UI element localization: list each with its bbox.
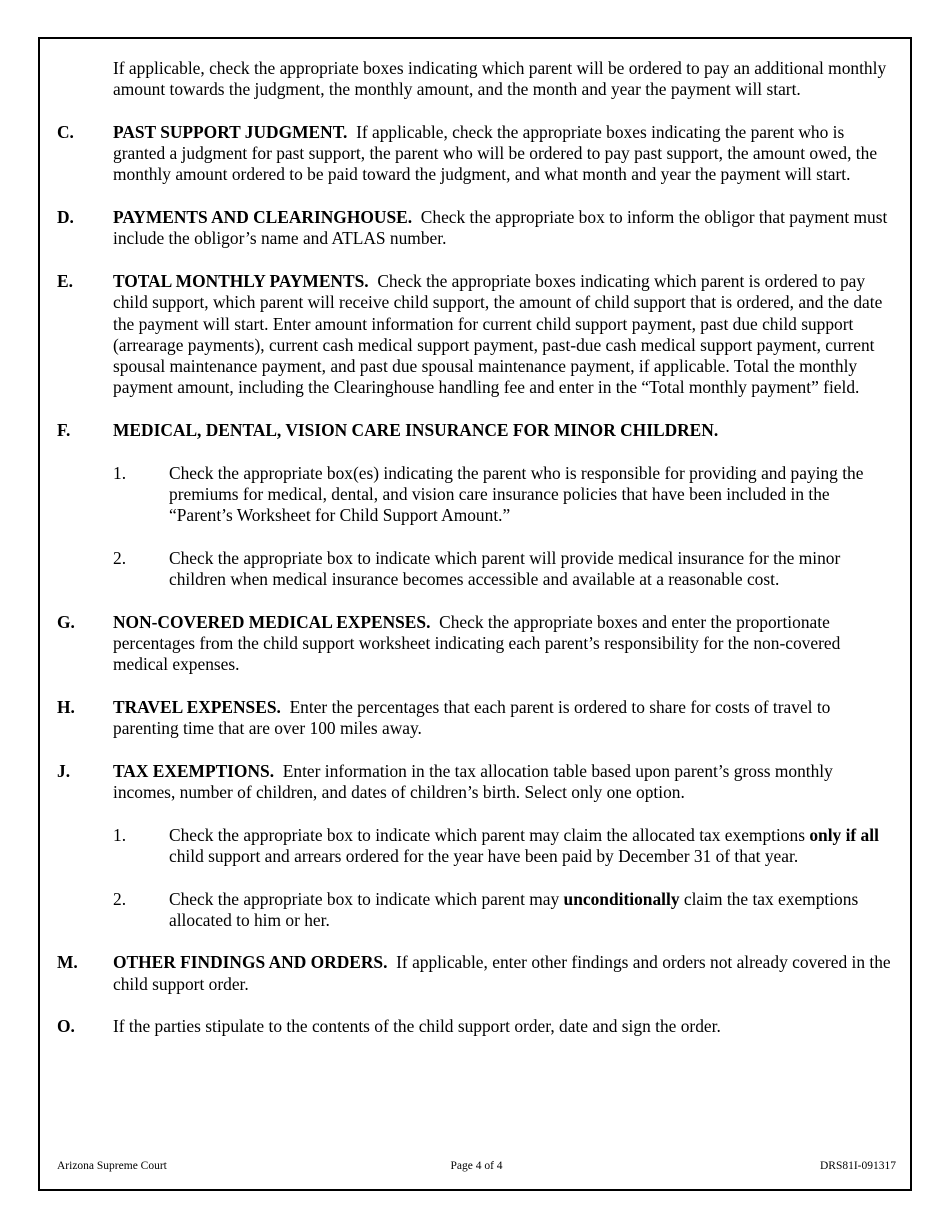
section-heading: NON-COVERED MEDICAL EXPENSES. <box>113 611 431 632</box>
section-o <box>57 1016 897 1037</box>
section-letter: E. <box>57 270 73 291</box>
page-footer <box>57 1159 896 1173</box>
item-text: Check the appropriate box to indicate which parent will provide medical insurance for the minor children when medical insurance becomes accessible and available at a reasonable cost. <box>169 547 841 590</box>
section-f-item-2 <box>57 548 897 591</box>
footer-page-number: Page 4 of 4 <box>450 1160 503 1172</box>
section-letter: G. <box>57 611 75 632</box>
section-heading: TOTAL MONTHLY PAYMENTS. <box>113 270 369 291</box>
item-text-emphasis: only if all <box>809 824 879 845</box>
section-heading: PAST SUPPORT JUDGMENT. <box>113 121 348 142</box>
section-heading: OTHER FINDINGS AND ORDERS. <box>113 952 388 973</box>
section-e <box>57 271 897 399</box>
section-m <box>57 952 897 995</box>
page-border <box>38 37 912 1191</box>
section-f <box>57 420 897 441</box>
section-letter: M. <box>57 952 78 973</box>
section-text: If the parties stipulate to the contents of the child support order, date and sign the order. <box>113 1016 721 1037</box>
item-text-pre: Check the appropriate box to indicate which parent may claim the allocated tax exemptions <box>169 824 810 845</box>
footer-form-id: DRS81I-091317 <box>819 1160 896 1172</box>
item-number: 1. <box>113 462 127 483</box>
section-text: Enter the percentages that each parent is ordered to share for costs of travel to parenting time that are over 100 miles away. <box>113 696 831 739</box>
section-heading: TAX EXEMPTIONS. <box>113 760 275 781</box>
section-heading: TRAVEL EXPENSES. <box>113 696 281 717</box>
section-letter: F. <box>57 420 71 441</box>
item-text-post: child support and arrears ordered for the year have been paid by December 31 of that year. <box>169 845 799 866</box>
section-c <box>57 122 897 186</box>
item-number: 2. <box>113 888 127 909</box>
section-j-item-2 <box>57 889 897 932</box>
section-f-item-1 <box>57 463 897 527</box>
section-j <box>57 761 897 804</box>
section-letter: J. <box>57 760 71 781</box>
item-text: Check the appropriate box(es) indicating the parent who is responsible for providing and paying the premiums for medical, dental, and vision care insurance policies that have been included in the “Parent’s Worksheet for Child Support Amount.” <box>169 462 864 526</box>
item-text-pre: Check the appropriate box to indicate which parent may <box>169 888 564 909</box>
section-letter: H. <box>57 696 75 717</box>
section-text: If applicable, enter other findings and orders not already covered in the child support order. <box>113 952 891 994</box>
section-text: Check the appropriate boxes and enter the proportionate percentages from the child support worksheet indicating each parent’s responsibility for the non-covered medical expenses. <box>113 611 841 675</box>
section-letter: C. <box>57 121 74 142</box>
document-body <box>57 58 897 1059</box>
section-j-item-1 <box>57 825 897 868</box>
section-heading: MEDICAL, DENTAL, VISION CARE INSURANCE FOR MINOR CHILDREN. <box>113 420 719 441</box>
intro-paragraph: If applicable, check the appropriate boxes indicating which parent will be ordered to pay an additional monthly amount towards the judgment, the monthly amount, and the month and year the payment will start. <box>113 58 887 100</box>
section-text: Enter information in the tax allocation table based upon parent’s gross monthly incomes, number of children, and dates of children’s birth. Select only one option. <box>113 760 833 803</box>
section-text: If applicable, check the appropriate boxes indicating the parent who is granted a judgment for past support, the parent who will be ordered to pay past support, the amount owed, the monthly amount ordered to be paid toward the judgment, and what month and year the payment will start. <box>113 121 878 185</box>
section-h <box>57 697 897 740</box>
section-g <box>57 612 897 676</box>
item-text-post: claim the tax exemptions allocated to him or her. <box>169 888 859 930</box>
item-number: 1. <box>113 824 127 845</box>
section-heading: PAYMENTS AND CLEARINGHOUSE. <box>113 207 413 228</box>
section-letter: D. <box>57 207 74 228</box>
section-text: Check the appropriate boxes indicating which parent is ordered to pay child support, which parent will receive child support, the amount of child support that is ordered, and the date the payment will start. Enter amount information for current child support payment, past due child support (arrearage payments), current cash medical support payment, past-due cash medical support payment, current spousal maintenance payment, and past due spousal maintenance payment, if applicable. Total the monthly payment amount, including the Clearinghouse handling fee and enter in the “Total monthly payment” field. <box>113 270 883 398</box>
section-letter: O. <box>57 1016 75 1037</box>
section-d <box>57 207 897 250</box>
item-number: 2. <box>113 547 127 568</box>
footer-court-name: Arizona Supreme Court <box>57 1160 167 1172</box>
section-text: Check the appropriate box to inform the obligor that payment must include the obligor’s name and ATLAS number. <box>113 207 888 249</box>
item-text-emphasis: unconditionally <box>563 888 680 909</box>
